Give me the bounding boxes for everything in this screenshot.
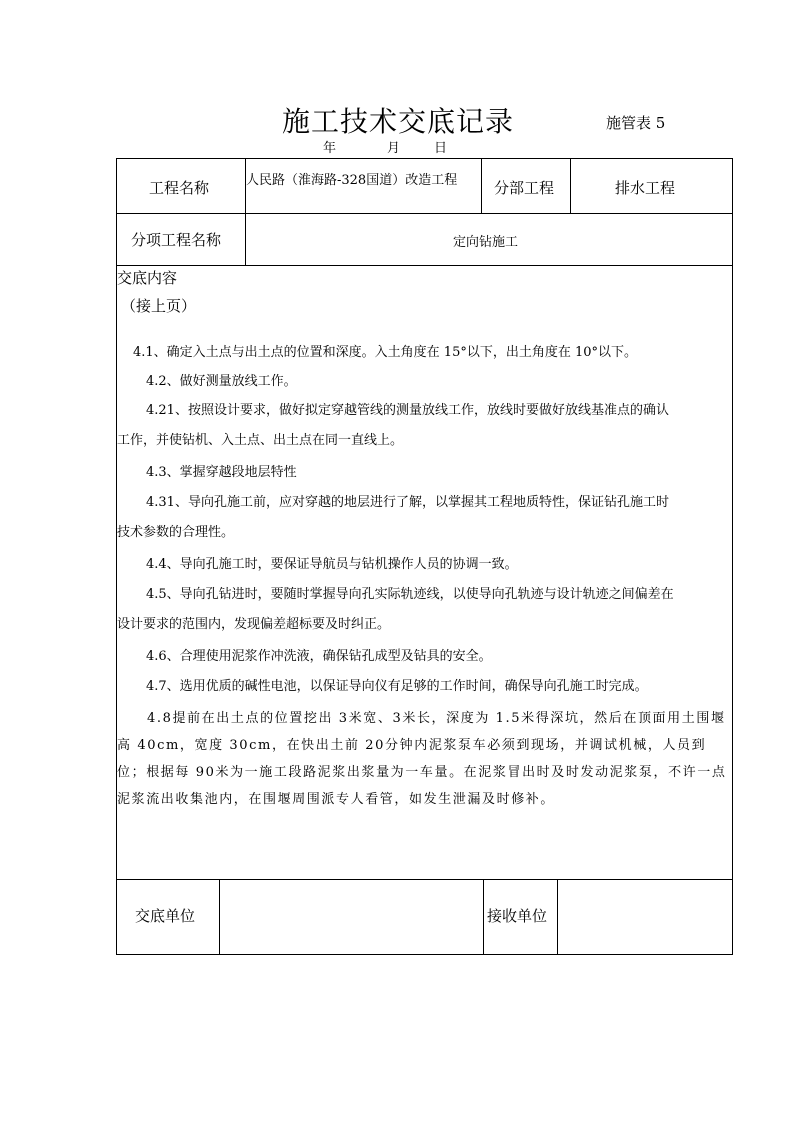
receiver-unit-label: 接收单位 [487, 907, 548, 925]
row-divider [117, 265, 732, 266]
content-paragraph: 4.31、导向孔施工前，应对穿越的地层进行了解，以掌握其工程地质特性，保证钻孔施工时 [146, 495, 669, 510]
content-paragraph: 工作，并使钻机、入土点、出土点在同一直线上。 [117, 433, 404, 448]
col-divider [483, 879, 484, 955]
content-paragraph: 设计要求的范围内，发现偏差超标要及时纠正。 [117, 617, 391, 632]
content-paragraph: 4.5、导向孔钻进时，要随时掌握导向孔实际轨迹线，以使导向孔轨迹与设计轨迹之间偏差在 [146, 587, 674, 602]
continued-note: （接上页） [121, 297, 197, 315]
col-divider [219, 879, 220, 955]
col-divider [557, 879, 558, 955]
col-divider [481, 159, 482, 213]
project-name-label: 工程名称 [149, 179, 210, 197]
content-paragraph: 4.4、导向孔施工时，要保证导航员与钻机操作人员的协调一致。 [146, 557, 518, 572]
division-value: 排水工程 [615, 179, 676, 197]
content-label: 交底内容 [117, 269, 178, 287]
content-paragraph: 技术参数的合理性。 [117, 525, 235, 540]
row-divider [117, 213, 732, 214]
subitem-label: 分项工程名称 [131, 231, 222, 249]
subitem-value: 定向钻施工 [453, 235, 519, 250]
content-paragraph: 4.3、掌握穿越段地层特性 [146, 465, 297, 480]
page-title: 施工技术交底记录 [282, 105, 515, 138]
division-label: 分部工程 [494, 179, 555, 197]
handover-unit-label: 交底单位 [135, 907, 196, 925]
content-paragraph: 4.21、按照设计要求，做好拟定穿越管线的测量放线工作，放线时要做好放线基准点的确认 [146, 403, 669, 418]
project-name-value: 人民路（淮海路-328国道）改造工程 [246, 173, 458, 188]
handover-record-table [116, 158, 733, 955]
date-year: 年 [323, 141, 337, 156]
content-paragraph: 4.1、确定入土点与出土点的位置和深度。入土角度在 15°以下，出土角度在 10°以下。 [133, 345, 638, 360]
col-divider [570, 159, 571, 213]
content-paragraph: 4.7、选用优质的碱性电池，以保证导向仪有足够的工作时间，确保导向孔施工时完成。 [146, 679, 648, 694]
date-month: 月 [387, 141, 401, 156]
col-divider [245, 213, 246, 265]
form-number: 施管表 5 [606, 114, 666, 132]
content-paragraph-last: 4.8提前在出土点的位置挖出 3米宽、3米长，深度为 1.5米得深坑，然后在顶面用土围堰高 40cm，宽度 30cm，在快出土前 20分钟内泥浆泵车必须到现场，并调试机械，人员到位；根据每 90米为一施工段路泥浆出浆量为一车量。在泥浆冒出时及时发动泥浆泵，不许一点泥浆流出收集池内，在围堰周围派专人看管，如发生泄漏及时修补。 [117, 711, 727, 807]
row-divider [117, 879, 732, 880]
content-paragraph: 4.2、做好测量放线工作。 [146, 374, 297, 389]
content-paragraph: 4.6、合理使用泥浆作冲洗液，确保钻孔成型及钻具的安全。 [146, 649, 492, 664]
date-day: 日 [434, 141, 448, 156]
